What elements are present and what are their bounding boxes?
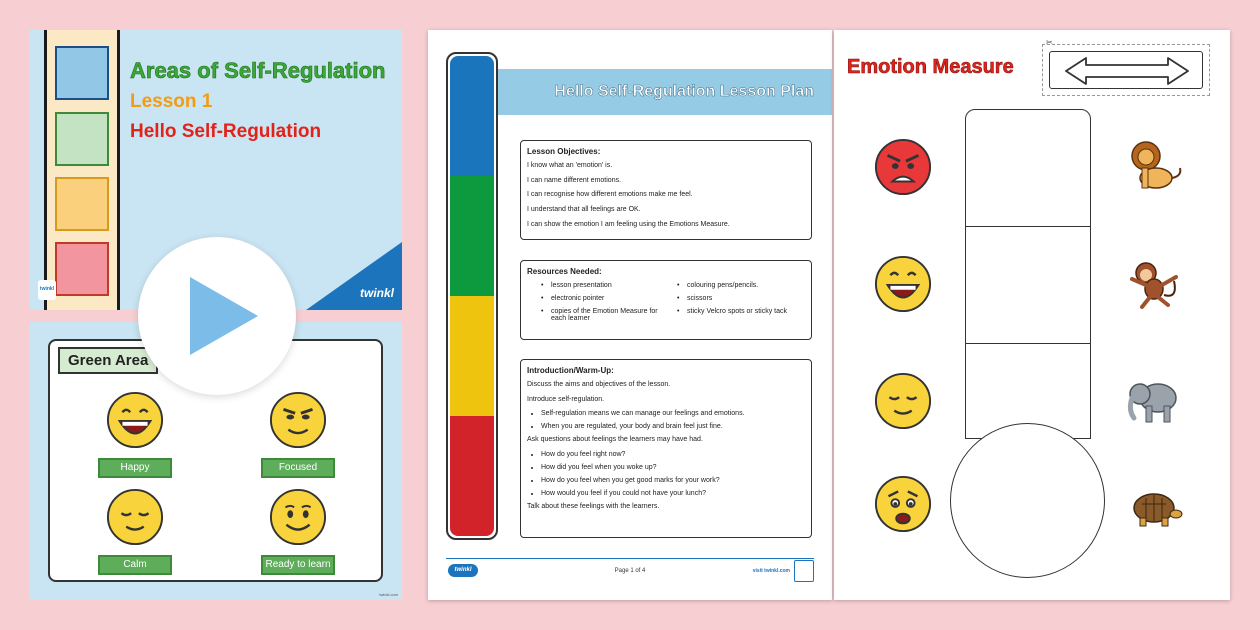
intro-questions <box>527 451 805 497</box>
tower-divider <box>966 226 1090 227</box>
zone-box-blue <box>55 46 109 100</box>
resource-item: • sticky Velcro spots or sticky tack <box>677 308 805 322</box>
tower-divider <box>966 343 1090 344</box>
page-title: Hello Self-Regulation Lesson Plan <box>554 83 814 100</box>
objective-item: I can show the emotion I am feeling using the Emotions Measure. <box>527 220 730 228</box>
footer-logo: twinkl <box>448 564 478 577</box>
zone-green <box>450 176 494 296</box>
intro-question: • How do you feel when you get good marks for your work? <box>541 477 805 484</box>
slide-footer: twinkl.com <box>379 592 398 597</box>
zone-red <box>450 416 494 536</box>
resource-item: • copies of the Emotion Measure for each learner <box>541 308 669 322</box>
scissors-icon: ✂ <box>1046 38 1053 47</box>
objective-item: I understand that all feelings are OK. <box>527 206 641 214</box>
laughing-face-icon <box>874 255 932 313</box>
play-icon <box>190 277 258 355</box>
lesson-title: Hello Self-Regulation <box>130 121 322 142</box>
intro-bullets <box>527 410 805 430</box>
emotion-card-calm <box>95 488 175 575</box>
zone-yellow <box>450 296 494 416</box>
slide-title: Areas of Self-Regulation <box>130 58 386 83</box>
small-logo: twinkl <box>38 280 56 300</box>
intro-line: Ask questions about feelings the learners may have had. <box>527 436 703 444</box>
resource-item: • scissors <box>677 295 805 302</box>
play-button[interactable] <box>138 237 296 395</box>
emotion-label: Happy <box>98 458 172 478</box>
calm-face-icon <box>874 372 932 430</box>
quality-badge-icon <box>794 560 814 582</box>
intro-question: • How did you feel when you woke up? <box>541 464 805 471</box>
emotion-measure-page <box>834 30 1230 600</box>
intro-line: Talk about these feelings with the learners. <box>527 503 660 511</box>
tortoise-icon <box>1124 480 1184 536</box>
zone-box-yellow <box>55 177 109 231</box>
objective-item: I know what an 'emotion' is. <box>527 162 613 169</box>
page-header <box>498 69 832 115</box>
intro-question: • How do you feel right now? <box>541 451 805 458</box>
angry-face-icon <box>874 138 932 196</box>
emotion-label: Ready to learn <box>261 555 335 575</box>
emotion-card-happy <box>95 391 175 478</box>
emotion-card-focused <box>258 391 338 478</box>
emotion-label: Focused <box>261 458 335 478</box>
objectives-heading: Lesson Objectives: <box>527 147 601 156</box>
resource-item: • colouring pens/pencils. <box>677 282 805 289</box>
monkey-icon <box>1124 255 1184 311</box>
lion-icon <box>1124 138 1184 194</box>
objective-item: I can name different emotions. <box>527 176 622 184</box>
resources-box <box>520 260 812 340</box>
area-tag: Green Area <box>58 347 158 374</box>
page-number: Page 1 of 4 <box>614 568 646 574</box>
laughing-face-icon <box>106 391 164 449</box>
brand-logo: twinkl <box>359 286 394 300</box>
intro-line: Discuss the aims and objectives of the lesson. <box>527 381 671 388</box>
intro-question: • How would you feel if you could not have your lunch? <box>541 490 805 497</box>
intro-box <box>520 359 812 538</box>
elephant-icon <box>1124 372 1184 428</box>
focused-face-icon <box>269 391 327 449</box>
double-arrow-icon <box>1050 52 1204 90</box>
measure-tower <box>965 109 1091 439</box>
intro-bullet: • Self-regulation means we can manage our feelings and emotions. <box>541 410 805 417</box>
resource-item: • lesson presentation <box>541 282 669 289</box>
worried-face-icon <box>874 475 932 533</box>
zone-box-red <box>55 242 109 296</box>
arrow-cutout <box>1042 44 1210 96</box>
calm-face-icon <box>106 488 164 546</box>
resource-item: • electronic pointer <box>541 295 669 302</box>
objectives-box <box>520 140 812 240</box>
arrow-card <box>1049 51 1203 89</box>
objective-item: I can recognise how different emotions make me feel. <box>527 191 693 199</box>
resources-heading: Resources Needed: <box>527 267 602 276</box>
measure-bulb <box>950 423 1105 578</box>
zone-box-green <box>55 112 109 166</box>
resources-list <box>527 282 805 328</box>
zones-bar <box>446 52 498 540</box>
emotion-card-ready <box>258 488 338 575</box>
lesson-number: Lesson 1 <box>130 91 213 112</box>
smiling-face-icon <box>269 488 327 546</box>
measure-title: Emotion Measure <box>847 56 1014 78</box>
intro-bullet: • When you are regulated, your body and brain feel just fine. <box>541 423 805 430</box>
intro-line: Introduce self-regulation. <box>527 395 605 403</box>
zone-blue <box>450 56 494 176</box>
visit-link[interactable]: visit twinkl.com <box>752 568 790 574</box>
emotion-label: Calm <box>98 555 172 575</box>
intro-heading: Introduction/Warm-Up: <box>527 366 614 375</box>
footer-divider <box>446 558 814 559</box>
lesson-plan-page <box>428 30 832 600</box>
